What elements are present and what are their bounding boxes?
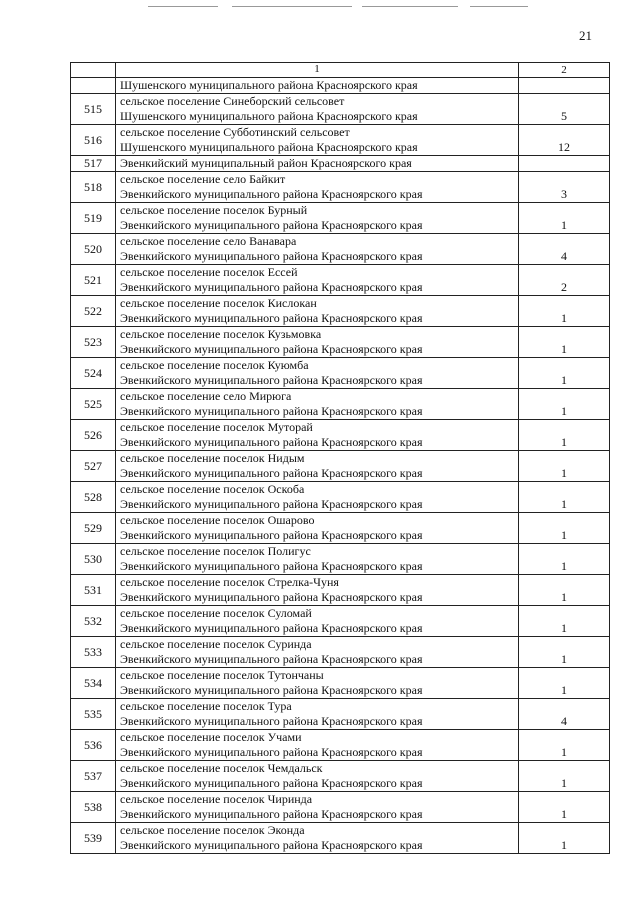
row-name-cell xyxy=(116,172,519,203)
row-name-line-2: Эвенкийского муниципального района Красноярского края xyxy=(120,435,423,449)
row-name-line-2: Эвенкийского муниципального района Красноярского края xyxy=(120,249,423,263)
row-name-cell xyxy=(116,699,519,730)
row-number: 523 xyxy=(71,327,116,358)
row-value xyxy=(519,156,610,172)
row-name-cell xyxy=(116,482,519,513)
row-number: 534 xyxy=(71,668,116,699)
table-row xyxy=(71,327,610,358)
table-header-row xyxy=(71,63,610,78)
table-row xyxy=(71,544,610,575)
row-number: 519 xyxy=(71,203,116,234)
row-name-cell xyxy=(116,668,519,699)
top-scan-rule-4 xyxy=(470,6,528,7)
row-name-line-1: сельское поселение поселок Тура xyxy=(120,699,292,713)
row-value: 1 xyxy=(519,296,610,327)
row-name-cell xyxy=(116,730,519,761)
row-number: 535 xyxy=(71,699,116,730)
row-name-cell xyxy=(116,606,519,637)
row-name-line-1: сельское поселение поселок Ессей xyxy=(120,265,298,279)
row-number: 538 xyxy=(71,792,116,823)
table-row xyxy=(71,513,610,544)
row-name-cell xyxy=(116,513,519,544)
row-name-line-2: Эвенкийского муниципального района Красноярского края xyxy=(120,838,423,852)
table-row xyxy=(71,823,610,854)
row-name-line-2: Эвенкийского муниципального района Красноярского края xyxy=(120,466,423,480)
row-name-line-1: сельское поселение поселок Бурный xyxy=(120,203,308,217)
row-value: 2 xyxy=(519,265,610,296)
row-name-line-1: сельское поселение Синеборский сельсовет xyxy=(120,94,345,108)
table-row xyxy=(71,451,610,482)
row-value: 1 xyxy=(519,389,610,420)
row-name-line-1: сельское поселение поселок Кислокан xyxy=(120,296,317,310)
row-value: 1 xyxy=(519,761,610,792)
table-row xyxy=(71,172,610,203)
row-name-line-1: сельское поселение поселок Суломай xyxy=(120,606,312,620)
continuation-num-cell xyxy=(71,78,116,94)
table-row xyxy=(71,575,610,606)
row-name-line-2: Эвенкийского муниципального района Красноярского края xyxy=(120,280,423,294)
row-value: 1 xyxy=(519,203,610,234)
row-value: 1 xyxy=(519,606,610,637)
row-name-cell xyxy=(116,327,519,358)
table-row xyxy=(71,125,610,156)
row-name-line-1: сельское поселение поселок Учами xyxy=(120,730,302,744)
row-name-cell xyxy=(116,451,519,482)
row-name-line-2: Эвенкийского муниципального района Красноярского края xyxy=(120,745,423,759)
table-row xyxy=(71,203,610,234)
row-number: 527 xyxy=(71,451,116,482)
row-number: 515 xyxy=(71,94,116,125)
row-value: 1 xyxy=(519,792,610,823)
row-value: 3 xyxy=(519,172,610,203)
row-value: 4 xyxy=(519,234,610,265)
row-value: 1 xyxy=(519,420,610,451)
row-name-cell xyxy=(116,234,519,265)
continuation-text: Шушенского муниципального района Красноярского края xyxy=(116,78,519,94)
row-value: 4 xyxy=(519,699,610,730)
row-value: 1 xyxy=(519,823,610,854)
row-value: 1 xyxy=(519,668,610,699)
row-name-line-1: сельское поселение поселок Куюмба xyxy=(120,358,309,372)
row-name-cell xyxy=(116,125,519,156)
row-number: 531 xyxy=(71,575,116,606)
row-name-line-1: сельское поселение поселок Эконда xyxy=(120,823,305,837)
table-row xyxy=(71,156,610,172)
row-name-cell xyxy=(116,575,519,606)
row-name-line-2: Эвенкийского муниципального района Красноярского края xyxy=(120,621,423,635)
header-num-cell xyxy=(71,63,116,78)
row-number: 537 xyxy=(71,761,116,792)
row-name-line-1: сельское поселение село Ванавара xyxy=(120,234,297,248)
row-name-cell xyxy=(116,296,519,327)
row-name-cell xyxy=(116,265,519,296)
continuation-row xyxy=(71,78,610,94)
row-number: 517 xyxy=(71,156,116,172)
row-name-line-2: Эвенкийского муниципального района Красноярского края xyxy=(120,683,423,697)
row-number: 532 xyxy=(71,606,116,637)
row-name-line-2: Эвенкийского муниципального района Красноярского края xyxy=(120,497,423,511)
table-row xyxy=(71,668,610,699)
table-body xyxy=(71,63,610,854)
table-row xyxy=(71,265,610,296)
continuation-value-cell xyxy=(519,78,610,94)
row-name-line-1: сельское поселение поселок Чиринда xyxy=(120,792,313,806)
row-value: 5 xyxy=(519,94,610,125)
row-name-line-1: сельское поселение село Мирюга xyxy=(120,389,292,403)
table-row xyxy=(71,389,610,420)
row-name-cell xyxy=(116,389,519,420)
row-number: 521 xyxy=(71,265,116,296)
row-number: 520 xyxy=(71,234,116,265)
row-name-line-2: Эвенкийского муниципального района Красноярского края xyxy=(120,528,423,542)
row-name-line-2: Эвенкийского муниципального района Красноярского края xyxy=(120,714,423,728)
row-name-line-2: Эвенкийского муниципального района Красноярского края xyxy=(120,590,423,604)
row-name-line-1: сельское поселение поселок Нидым xyxy=(120,451,305,465)
page-number: 21 xyxy=(579,28,592,43)
row-name-line-2: Эвенкийского муниципального района Красноярского края xyxy=(120,342,423,356)
row-value: 1 xyxy=(519,482,610,513)
table-row xyxy=(71,761,610,792)
top-scan-rule-2 xyxy=(232,6,352,7)
row-name-cell xyxy=(116,420,519,451)
row-name-line-2: Эвенкийского муниципального района Красноярского края xyxy=(120,404,423,418)
table-row xyxy=(71,699,610,730)
row-name-line-1: сельское поселение село Байкит xyxy=(120,172,286,186)
row-number: 516 xyxy=(71,125,116,156)
row-name-line-1: сельское поселение поселок Муторай xyxy=(120,420,313,434)
table-row xyxy=(71,482,610,513)
table-row xyxy=(71,606,610,637)
table-row xyxy=(71,792,610,823)
row-name-line-1: сельское поселение поселок Стрелка-Чуня xyxy=(120,575,339,589)
row-name-line-1: сельское поселение поселок Чемдальск xyxy=(120,761,323,775)
row-name-line-2: Эвенкийского муниципального района Красноярского края xyxy=(120,807,423,821)
row-name-cell xyxy=(116,792,519,823)
row-name-line-2: Эвенкийского муниципального района Красноярского края xyxy=(120,652,423,666)
row-value: 1 xyxy=(519,327,610,358)
row-number: 533 xyxy=(71,637,116,668)
municipality-table xyxy=(70,62,610,854)
row-value: 1 xyxy=(519,358,610,389)
row-name-line-1: сельское поселение Субботинский сельсовет xyxy=(120,125,350,139)
row-number: 518 xyxy=(71,172,116,203)
row-name-line-1: сельское поселение поселок Полигус xyxy=(120,544,311,558)
row-name-cell xyxy=(116,94,519,125)
header-col-1: 1 xyxy=(116,63,519,78)
row-value: 1 xyxy=(519,575,610,606)
top-scan-rule-1 xyxy=(148,6,218,7)
row-value: 1 xyxy=(519,544,610,575)
table-row xyxy=(71,637,610,668)
table-row xyxy=(71,234,610,265)
row-number: 539 xyxy=(71,823,116,854)
header-col-2: 2 xyxy=(519,63,610,78)
row-number: 524 xyxy=(71,358,116,389)
row-name-line-1: сельское поселение поселок Кузьмовка xyxy=(120,327,322,341)
row-value: 1 xyxy=(519,451,610,482)
row-name-cell xyxy=(116,203,519,234)
row-name-line-2: Эвенкийского муниципального района Красноярского края xyxy=(120,559,423,573)
row-name-line-2: Эвенкийского муниципального района Красноярского края xyxy=(120,218,423,232)
row-number: 528 xyxy=(71,482,116,513)
row-name-line-2: Шушенского муниципального района Красноярского края xyxy=(120,109,418,123)
row-value: 1 xyxy=(519,730,610,761)
row-name-cell xyxy=(116,761,519,792)
row-name-cell xyxy=(116,544,519,575)
row-name-line-2: Эвенкийского муниципального района Красноярского края xyxy=(120,373,423,387)
table-row xyxy=(71,420,610,451)
row-name-line-1: сельское поселение поселок Тутончаны xyxy=(120,668,324,682)
row-name-cell xyxy=(116,156,519,172)
top-scan-rule-3 xyxy=(362,6,458,7)
row-value: 1 xyxy=(519,513,610,544)
table-row xyxy=(71,358,610,389)
row-name-line-2: Эвенкийского муниципального района Красноярского края xyxy=(120,776,423,790)
row-name-line-2: Эвенкийского муниципального района Красноярского края xyxy=(120,187,423,201)
row-number: 525 xyxy=(71,389,116,420)
row-name-line-1: сельское поселение поселок Ошарово xyxy=(120,513,315,527)
row-name-cell xyxy=(116,358,519,389)
row-number: 522 xyxy=(71,296,116,327)
row-name-cell xyxy=(116,823,519,854)
table-row xyxy=(71,730,610,761)
table-row xyxy=(71,296,610,327)
row-number: 529 xyxy=(71,513,116,544)
row-value: 1 xyxy=(519,637,610,668)
row-name-line-1: сельское поселение поселок Суринда xyxy=(120,637,312,651)
row-name-cell xyxy=(116,637,519,668)
row-name-line-2: Эвенкийского муниципального района Красноярского края xyxy=(120,311,423,325)
row-number: 526 xyxy=(71,420,116,451)
row-name-line-2: Шушенского муниципального района Красноярского края xyxy=(120,140,418,154)
row-name-line-1: сельское поселение поселок Оскоба xyxy=(120,482,305,496)
row-number: 530 xyxy=(71,544,116,575)
row-number: 536 xyxy=(71,730,116,761)
table-row xyxy=(71,94,610,125)
row-value: 12 xyxy=(519,125,610,156)
row-name-line-1: Эвенкийский муниципальный район Красноярского края xyxy=(120,156,412,170)
